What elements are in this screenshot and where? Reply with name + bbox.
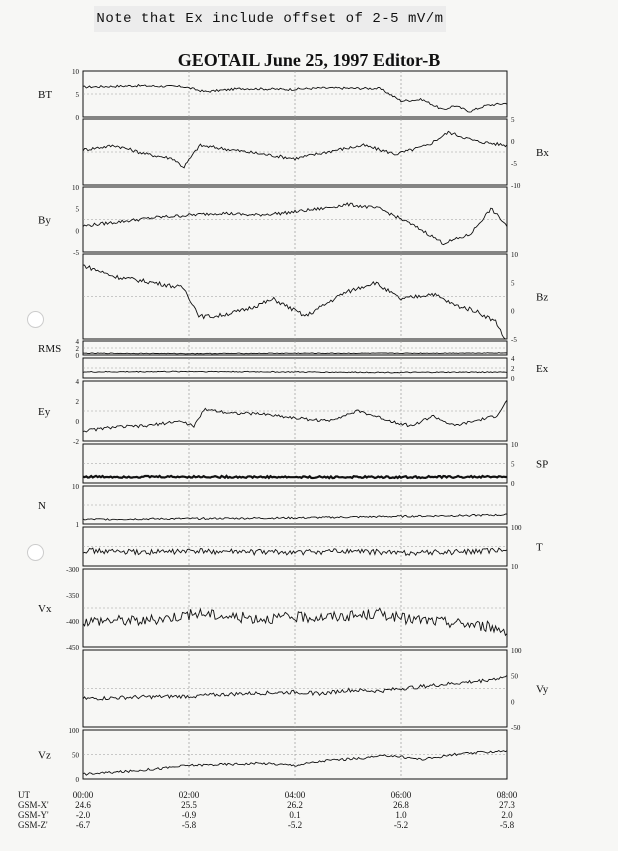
gsm-z-value: -5.2 [393, 820, 409, 830]
by-ytick-label: 10 [72, 184, 79, 192]
chart-title: GEOTAIL June 25, 1997 Editor-B [177, 50, 441, 70]
bx-ytick-label: -5 [511, 160, 517, 168]
ex-ytick-label: 2 [511, 365, 515, 373]
gsm-y-value: -2.0 [75, 810, 91, 820]
n-ytick-label: 1 [75, 521, 79, 529]
bz-ytick-label: 0 [511, 307, 515, 316]
ut-tick-label: 04:00 [284, 790, 306, 800]
gsm-y-value: 1.0 [395, 810, 407, 820]
ex-ytick-label: 0 [511, 375, 515, 383]
bt-ytick-label: 0 [75, 114, 79, 122]
ey-ytick-label: -2 [73, 438, 79, 446]
bx-ytick-label: 5 [511, 116, 515, 124]
by-ytick-label: -5 [73, 249, 79, 257]
ut-tick-label: 06:00 [390, 790, 412, 800]
sp-series-line [83, 476, 507, 478]
vz-ytick-label: 100 [68, 727, 79, 735]
vy-ytick-label: 0 [511, 698, 515, 707]
sp-ytick-label: 0 [511, 480, 515, 488]
orbit-row-label: GSM-Z' [18, 820, 48, 830]
sp-panel-label: SP [536, 458, 549, 471]
rms-ytick-label: 4 [75, 338, 79, 346]
vy-panel-label: Vy [536, 683, 549, 696]
bz-panel-label: Bz [536, 291, 549, 304]
vy-ytick-label: 100 [511, 647, 522, 655]
vy-ytick-label: 50 [511, 672, 518, 681]
rms-panel-label: RMS [38, 343, 62, 355]
ex-ytick-label: 4 [511, 355, 515, 363]
gsm-z-value: -5.8 [181, 820, 197, 830]
vx-ytick-label: -350 [66, 592, 79, 600]
by-ytick-label: 5 [75, 205, 79, 214]
orbit-row-label: GSM-X' [18, 800, 49, 810]
ey-series-line [83, 400, 507, 432]
vz-panel-label: Vz [38, 749, 51, 762]
bt-ytick-label: 10 [72, 68, 79, 76]
bt-panel-label: BT [38, 89, 53, 101]
t-panel-label: T [536, 541, 543, 554]
ey-ytick-label: 2 [75, 398, 79, 406]
vz-ytick-label: 50 [72, 751, 79, 760]
gsm-y-value: -0.9 [181, 810, 197, 820]
rms-ytick-label: 2 [75, 345, 79, 353]
bx-ytick-label: -10 [511, 182, 521, 190]
sp-ytick-label: 10 [511, 441, 518, 449]
sp-ytick-label: 5 [511, 460, 515, 469]
ut-tick-label: 00:00 [72, 790, 94, 800]
ut-tick-label: 08:00 [496, 790, 518, 800]
gsm-y-value: 2.0 [501, 810, 513, 820]
rms-ytick-label: 0 [75, 352, 79, 360]
vx-panel-label: Vx [38, 603, 52, 615]
bz-ytick-label: 5 [511, 279, 515, 288]
gsm-x-value: 24.6 [75, 800, 91, 810]
gsm-x-value: 27.3 [499, 800, 515, 810]
by-ytick-label: 0 [75, 227, 79, 236]
ex-series-line [83, 371, 507, 373]
gsm-z-value: -6.7 [75, 820, 91, 830]
gsm-x-value: 26.8 [393, 800, 409, 810]
bz-ytick-label: -5 [511, 336, 517, 344]
n-panel-label: N [38, 500, 46, 512]
vx-ytick-label: -450 [66, 644, 79, 652]
vy-ytick-label: -50 [511, 724, 521, 732]
gsm-x-value: 25.5 [181, 800, 197, 810]
t-ytick-label: 10 [511, 563, 518, 571]
vx-ytick-label: -400 [66, 618, 79, 626]
ey-panel-label: Ey [38, 406, 51, 418]
offset-note: Note that Ex include offset of 2-5 mV/m [94, 6, 446, 32]
bx-ytick-label: 0 [511, 138, 515, 146]
bz-ytick-label: 10 [511, 251, 518, 259]
ex-panel-label: Ex [536, 363, 549, 375]
vx-ytick-label: -300 [66, 566, 79, 574]
ey-ytick-label: 4 [75, 378, 79, 386]
orbit-row-label: GSM-Y' [18, 810, 49, 820]
vz-ytick-label: 0 [75, 776, 79, 784]
ey-ytick-label: 0 [75, 418, 79, 426]
gsm-y-value: 0.1 [289, 810, 301, 820]
t-ytick-label: 100 [511, 524, 522, 532]
bx-panel-label: Bx [536, 147, 549, 159]
n-ytick-label: 10 [72, 483, 79, 491]
gsm-z-value: -5.2 [287, 820, 303, 830]
orbit-row-label: UT [18, 790, 30, 800]
gsm-x-value: 26.2 [287, 800, 303, 810]
by-panel-label: By [38, 214, 51, 227]
gsm-z-value: -5.8 [499, 820, 515, 830]
bt-ytick-label: 5 [75, 91, 79, 99]
ut-tick-label: 02:00 [178, 790, 200, 800]
